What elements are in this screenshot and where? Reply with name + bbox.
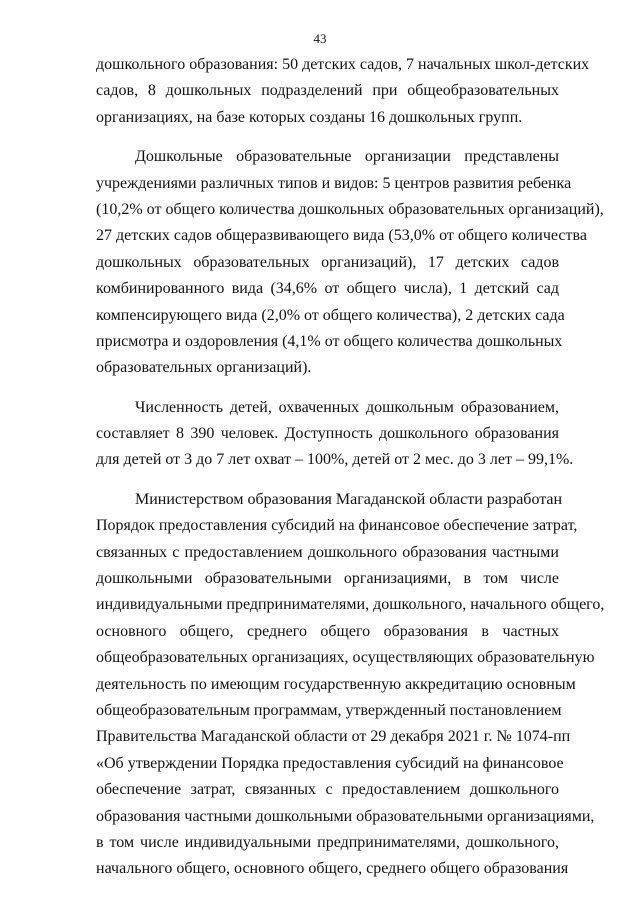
text-line: начального общего, основного общего, среднего общего образования	[96, 860, 569, 878]
text-line: обеспечение затрат, связанных с предоставлением дошкольного	[96, 781, 559, 799]
text-line: 27 детских садов общеразвивающего вида (53,0% от общего количества	[96, 227, 587, 245]
text-line: общеобразовательным программам, утвержденный постановлением	[96, 701, 562, 719]
text-line: организациях, на базе которых созданы 16 дошкольных групп.	[96, 108, 523, 126]
text-line: учреждениями различных типов и видов: 5 центров развития ребенка	[96, 174, 572, 192]
document-body	[96, 52, 605, 883]
text-line: садов, 8 дошкольных подразделений при общеобразовательных	[96, 82, 559, 100]
paragraph-kindergarten-network	[96, 52, 590, 131]
page-number: 43	[313, 31, 327, 46]
text-line: дошкольными образовательными организациями, в том числе	[96, 570, 559, 588]
text-line: индивидуальными предпринимателями, дошкольного, начального общего,	[96, 596, 605, 614]
text-line: связанных с предоставлением дошкольного образования частными	[96, 543, 559, 561]
text-line: Порядок предоставления субсидий на финансовое обеспечение затрат,	[96, 517, 578, 535]
text-line: присмотра и оздоровления (4,1% от общего количества дошкольных	[96, 332, 563, 350]
text-line: составляет 8 390 человек. Доступность дошкольного образования	[96, 425, 559, 443]
text-line: основного общего, среднего общего образования в частных	[96, 622, 559, 640]
text-line: комбинированного вида (34,6% от общего числа), 1 детский сад	[96, 280, 559, 298]
text-line: для детей от 3 до 7 лет охват – 100%, детей от 2 мес. до 3 лет – 99,1%.	[96, 451, 574, 469]
text-line: Численность детей, охваченных дошкольным образованием,	[135, 398, 559, 416]
text-line: Дошкольные образовательные организации представлены	[135, 148, 559, 166]
text-line: деятельность по имеющим государственную аккредитацию основным	[96, 675, 576, 693]
text-line: «Об утверждении Порядка предоставления субсидий на финансовое	[96, 754, 564, 772]
text-line: образовательных организаций).	[96, 359, 312, 377]
text-line: (10,2% от общего количества дошкольных образовательных организаций),	[96, 200, 604, 218]
text-line: Правительства Магаданской области от 29 декабря 2021 г. № 1074-пп	[96, 728, 571, 746]
text-line: в том числе индивидуальными предпринимателями, дошкольного,	[96, 833, 559, 851]
paragraph-enrollment	[96, 395, 574, 474]
paragraph-organization-types	[96, 144, 604, 382]
paragraph-subsidy-procedure	[96, 487, 605, 883]
text-line: Министерством образования Магаданской области разработан	[135, 490, 563, 508]
text-line: компенсирующего вида (2,0% от общего количества), 2 детских сада	[96, 306, 565, 324]
text-line: общеобразовательных организациях, осуществляющих образовательную	[96, 649, 595, 667]
text-line: образования частными дошкольными образовательными организациями,	[96, 807, 595, 825]
text-line: дошкольного образования: 50 детских садов, 7 начальных школ-детских	[96, 56, 590, 73]
text-line: дошкольных образовательных организаций), 17 детских садов	[96, 253, 559, 271]
